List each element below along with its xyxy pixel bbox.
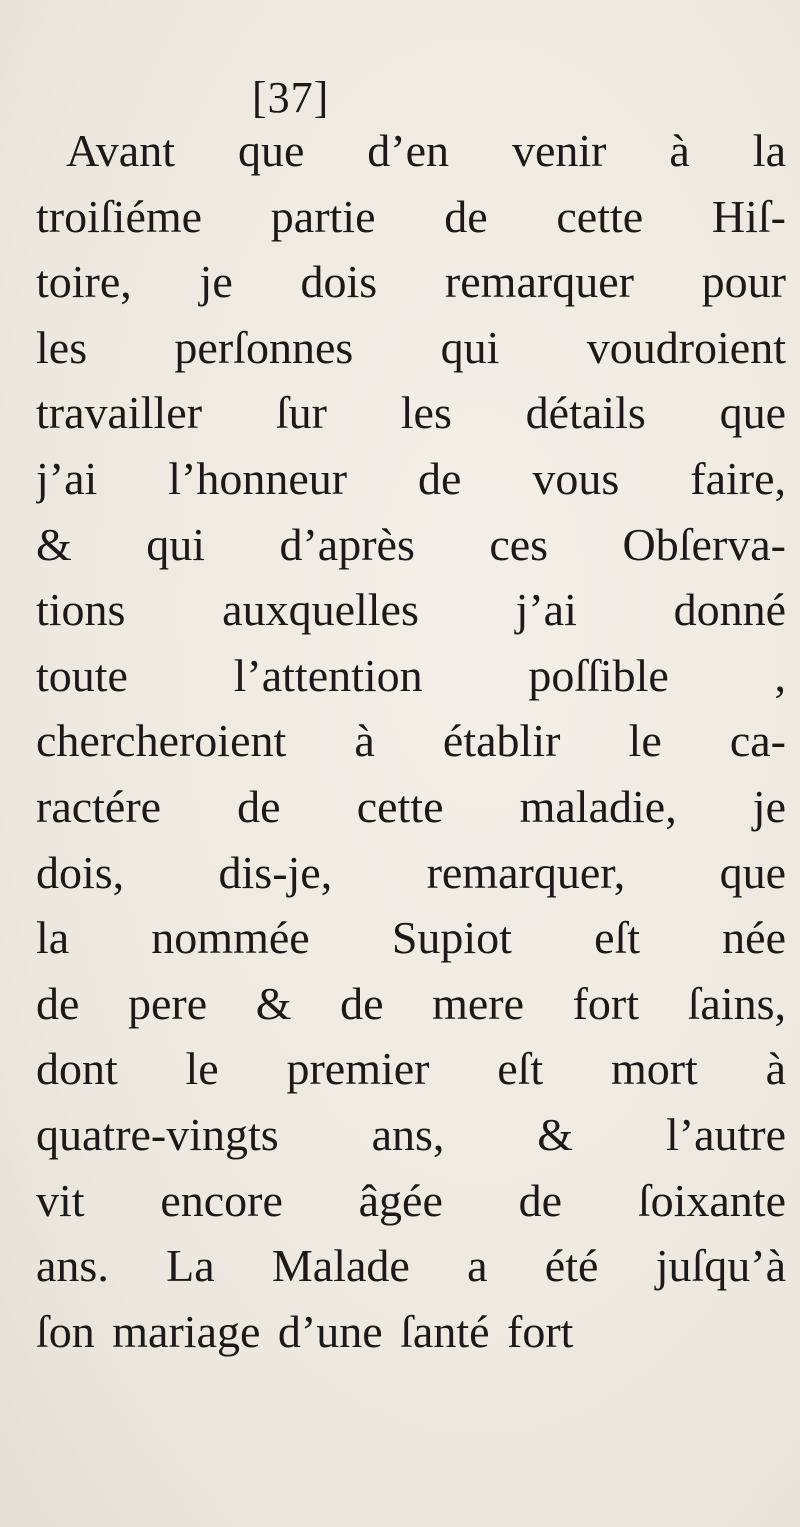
text-line: Avant que d’en venir à la — [66, 125, 786, 176]
text-line: dois, dis-je, remarquer, que — [36, 846, 786, 898]
text-line: tions auxquelles j’ai donné — [36, 584, 786, 636]
text-line: quatre-vingts ans, & l’autre — [36, 1108, 786, 1160]
text-line: toute l’attention poſſible , — [36, 649, 786, 701]
text-line: vit encore âgée de ſoixante — [36, 1174, 786, 1226]
body-text — [36, 118, 786, 1364]
text-line: toire, je dois remarquer pour — [36, 256, 786, 308]
text-line: ans. La Malade a été juſqu’à — [36, 1240, 786, 1292]
text-line: ſon mariage d’une ſanté fort — [36, 1305, 574, 1357]
text-line: troiſiéme partie de cette Hiſ- — [36, 190, 786, 242]
text-line: & qui d’après ces Obſerva- — [36, 518, 786, 570]
text-line: de pere & de mere fort ſains, — [36, 977, 786, 1029]
text-line: j’ai l’honneur de vous faire, — [36, 452, 786, 504]
text-line: travailler ſur les détails que — [36, 387, 786, 439]
text-line: les perſonnes qui voudroient — [36, 321, 786, 373]
text-line: dont le premier eſt mort à — [36, 1043, 786, 1095]
page-number: [37] — [252, 73, 330, 122]
text-line: ractére de cette maladie, je — [36, 780, 786, 832]
text-line: la nommée Supiot eſt née — [36, 912, 786, 964]
text-line: chercheroient à établir le ca- — [36, 715, 786, 767]
